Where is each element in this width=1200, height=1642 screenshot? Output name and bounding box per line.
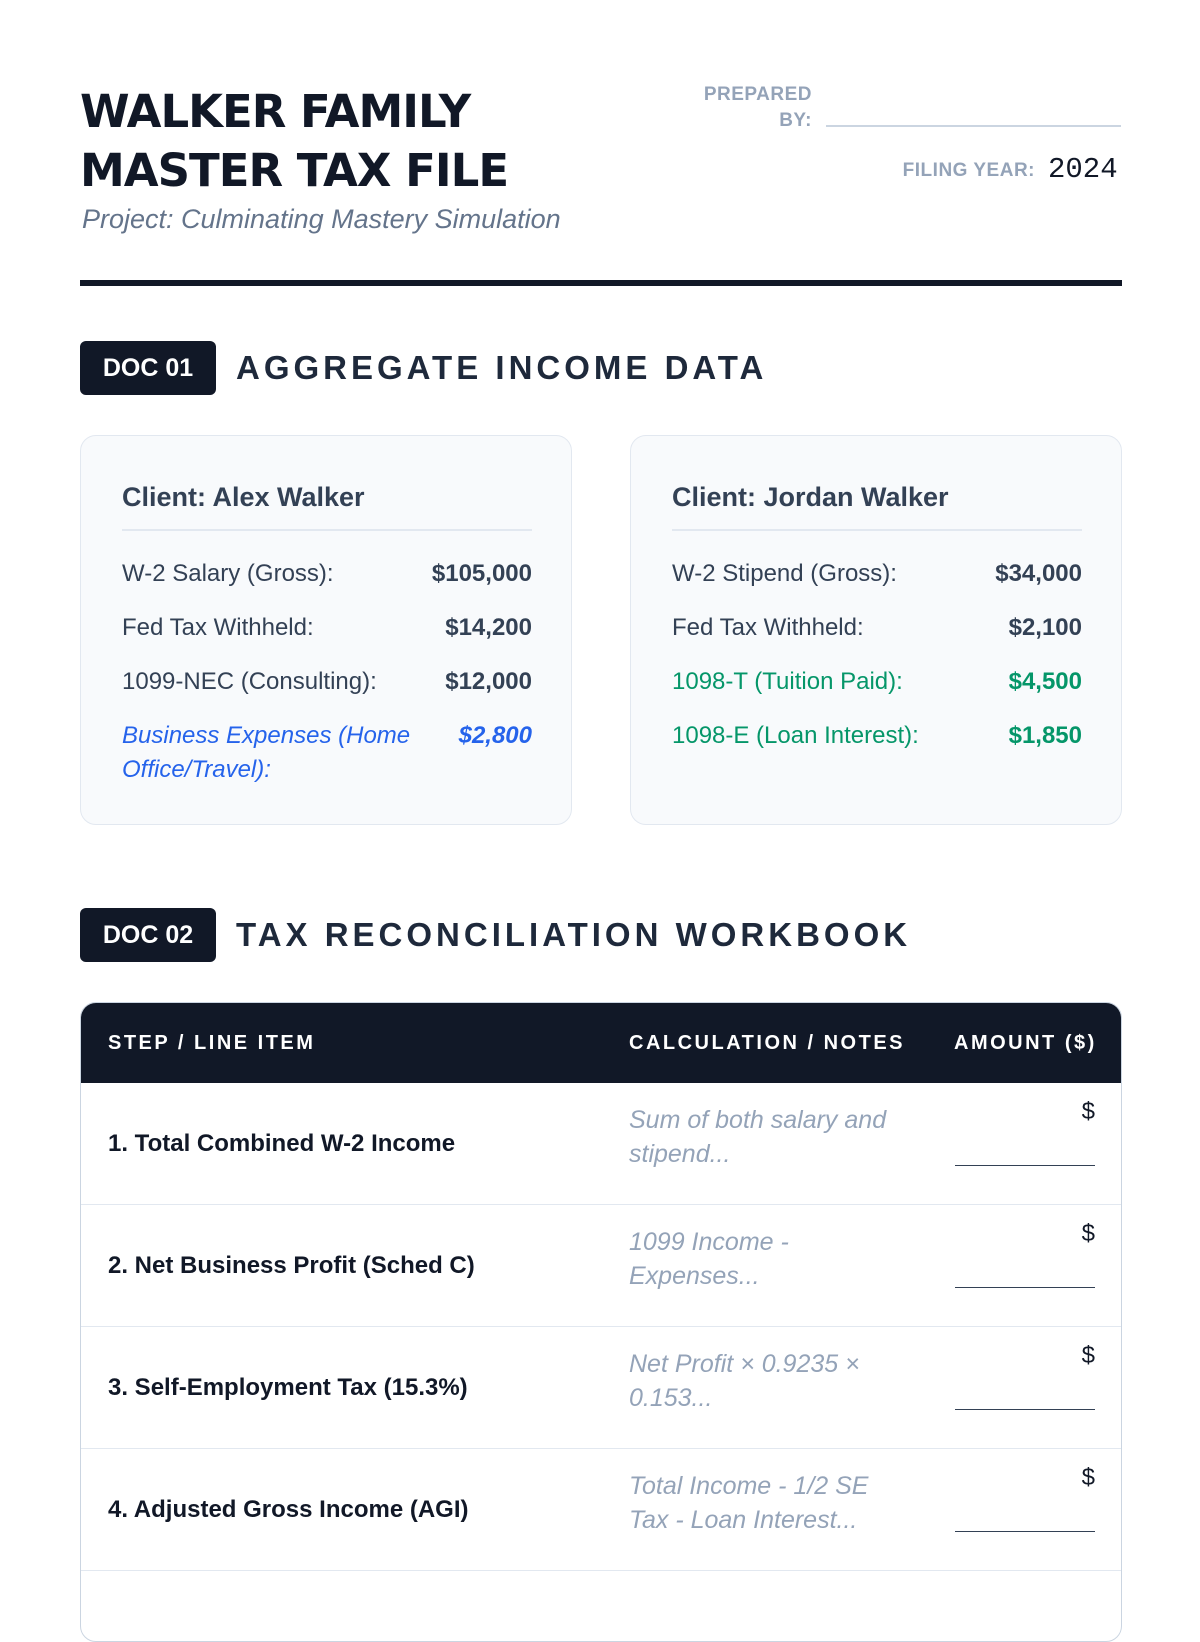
table-row: [81, 1083, 1121, 1205]
page-subtitle: Project: Culminating Mastery Simulation: [82, 204, 561, 234]
calculation-note: Sum of both salary and stipend...: [629, 1106, 887, 1168]
income-value: $12,000: [445, 668, 532, 695]
currency-symbol: $: [1081, 1464, 1095, 1491]
card-divider: [122, 529, 532, 531]
calculation-note: 1099 Income - Expenses...: [629, 1228, 789, 1290]
prepared-by-field[interactable]: [826, 125, 1121, 127]
line-item-label: 1. Total Combined W-2 Income: [108, 1130, 456, 1157]
income-label: Business Expenses (Home Office/Travel):: [122, 722, 411, 783]
section-title-income: AGGREGATE INCOME DATA: [236, 349, 768, 386]
section-title-workbook: TAX RECONCILIATION WORKBOOK: [236, 916, 912, 953]
income-label: Fed Tax Withheld:: [672, 614, 864, 641]
currency-symbol: $: [1081, 1342, 1095, 1369]
reconciliation-table: [80, 1002, 1122, 1642]
client-name: Client: Alex Walker: [122, 482, 365, 512]
income-row-highlight: [672, 665, 1082, 699]
income-label: 1098-T (Tuition Paid):: [672, 668, 903, 695]
client-name: Client: Jordan Walker: [672, 482, 949, 512]
client-card-jordan: [630, 435, 1122, 825]
income-value: $105,000: [431, 560, 532, 587]
table-row: [81, 1327, 1121, 1449]
calculation-note: Total Income - 1/2 SE Tax - Loan Interest...: [629, 1472, 869, 1534]
doc-02-badge: DOC 02: [80, 908, 216, 962]
table-row: [81, 1449, 1121, 1571]
income-row: [672, 611, 1082, 645]
income-label: 1098-E (Loan Interest):: [672, 722, 919, 749]
income-value: $1,850: [1008, 722, 1082, 749]
calculation-note: Net Profit × 0.9235 × 0.153...: [629, 1350, 860, 1412]
currency-symbol: $: [1081, 1098, 1095, 1125]
income-label: 1099-NEC (Consulting):: [122, 668, 377, 695]
client-card-alex: [80, 435, 572, 825]
line-item-label: 4. Adjusted Gross Income (AGI): [108, 1496, 469, 1523]
income-value: $14,200: [445, 614, 532, 641]
amount-input[interactable]: [955, 1409, 1095, 1410]
column-header-step: STEP / LINE ITEM: [108, 1032, 316, 1054]
filing-year-value: 2024: [1048, 153, 1118, 186]
amount-input[interactable]: [955, 1531, 1095, 1532]
page-title: WALKER FAMILY MASTER TAX FILE: [80, 85, 509, 197]
table-header: [81, 1003, 1121, 1083]
column-header-amount: AMOUNT ($): [954, 1032, 1097, 1054]
doc-01-badge: DOC 01: [80, 341, 216, 395]
header-divider: [80, 280, 1122, 286]
amount-input[interactable]: [955, 1287, 1095, 1288]
income-label: Fed Tax Withheld:: [122, 614, 314, 641]
income-row-highlight: [672, 719, 1082, 753]
filing-year-label: FILING YEAR:: [902, 160, 1035, 181]
table-row: [81, 1205, 1121, 1327]
line-item-label: 3. Self-Employment Tax (15.3%): [108, 1374, 468, 1401]
income-row: [672, 557, 1082, 591]
column-header-notes: CALCULATION / NOTES: [629, 1032, 906, 1054]
prepared-by-label: PREPARED BY:: [703, 84, 812, 131]
income-label: W-2 Stipend (Gross):: [672, 560, 897, 587]
line-item-label: 2. Net Business Profit (Sched C): [108, 1252, 475, 1279]
income-row: [122, 665, 532, 699]
income-label: W-2 Salary (Gross):: [122, 560, 334, 587]
card-divider: [672, 529, 1082, 531]
income-row-highlight: [122, 719, 532, 787]
income-value: $2,100: [1008, 614, 1082, 641]
amount-input[interactable]: [955, 1165, 1095, 1166]
income-row: [122, 611, 532, 645]
income-value: $4,500: [1008, 668, 1082, 695]
income-value: $2,800: [458, 722, 532, 749]
income-value: $34,000: [995, 560, 1082, 587]
currency-symbol: $: [1081, 1220, 1095, 1247]
income-row: [122, 557, 532, 591]
